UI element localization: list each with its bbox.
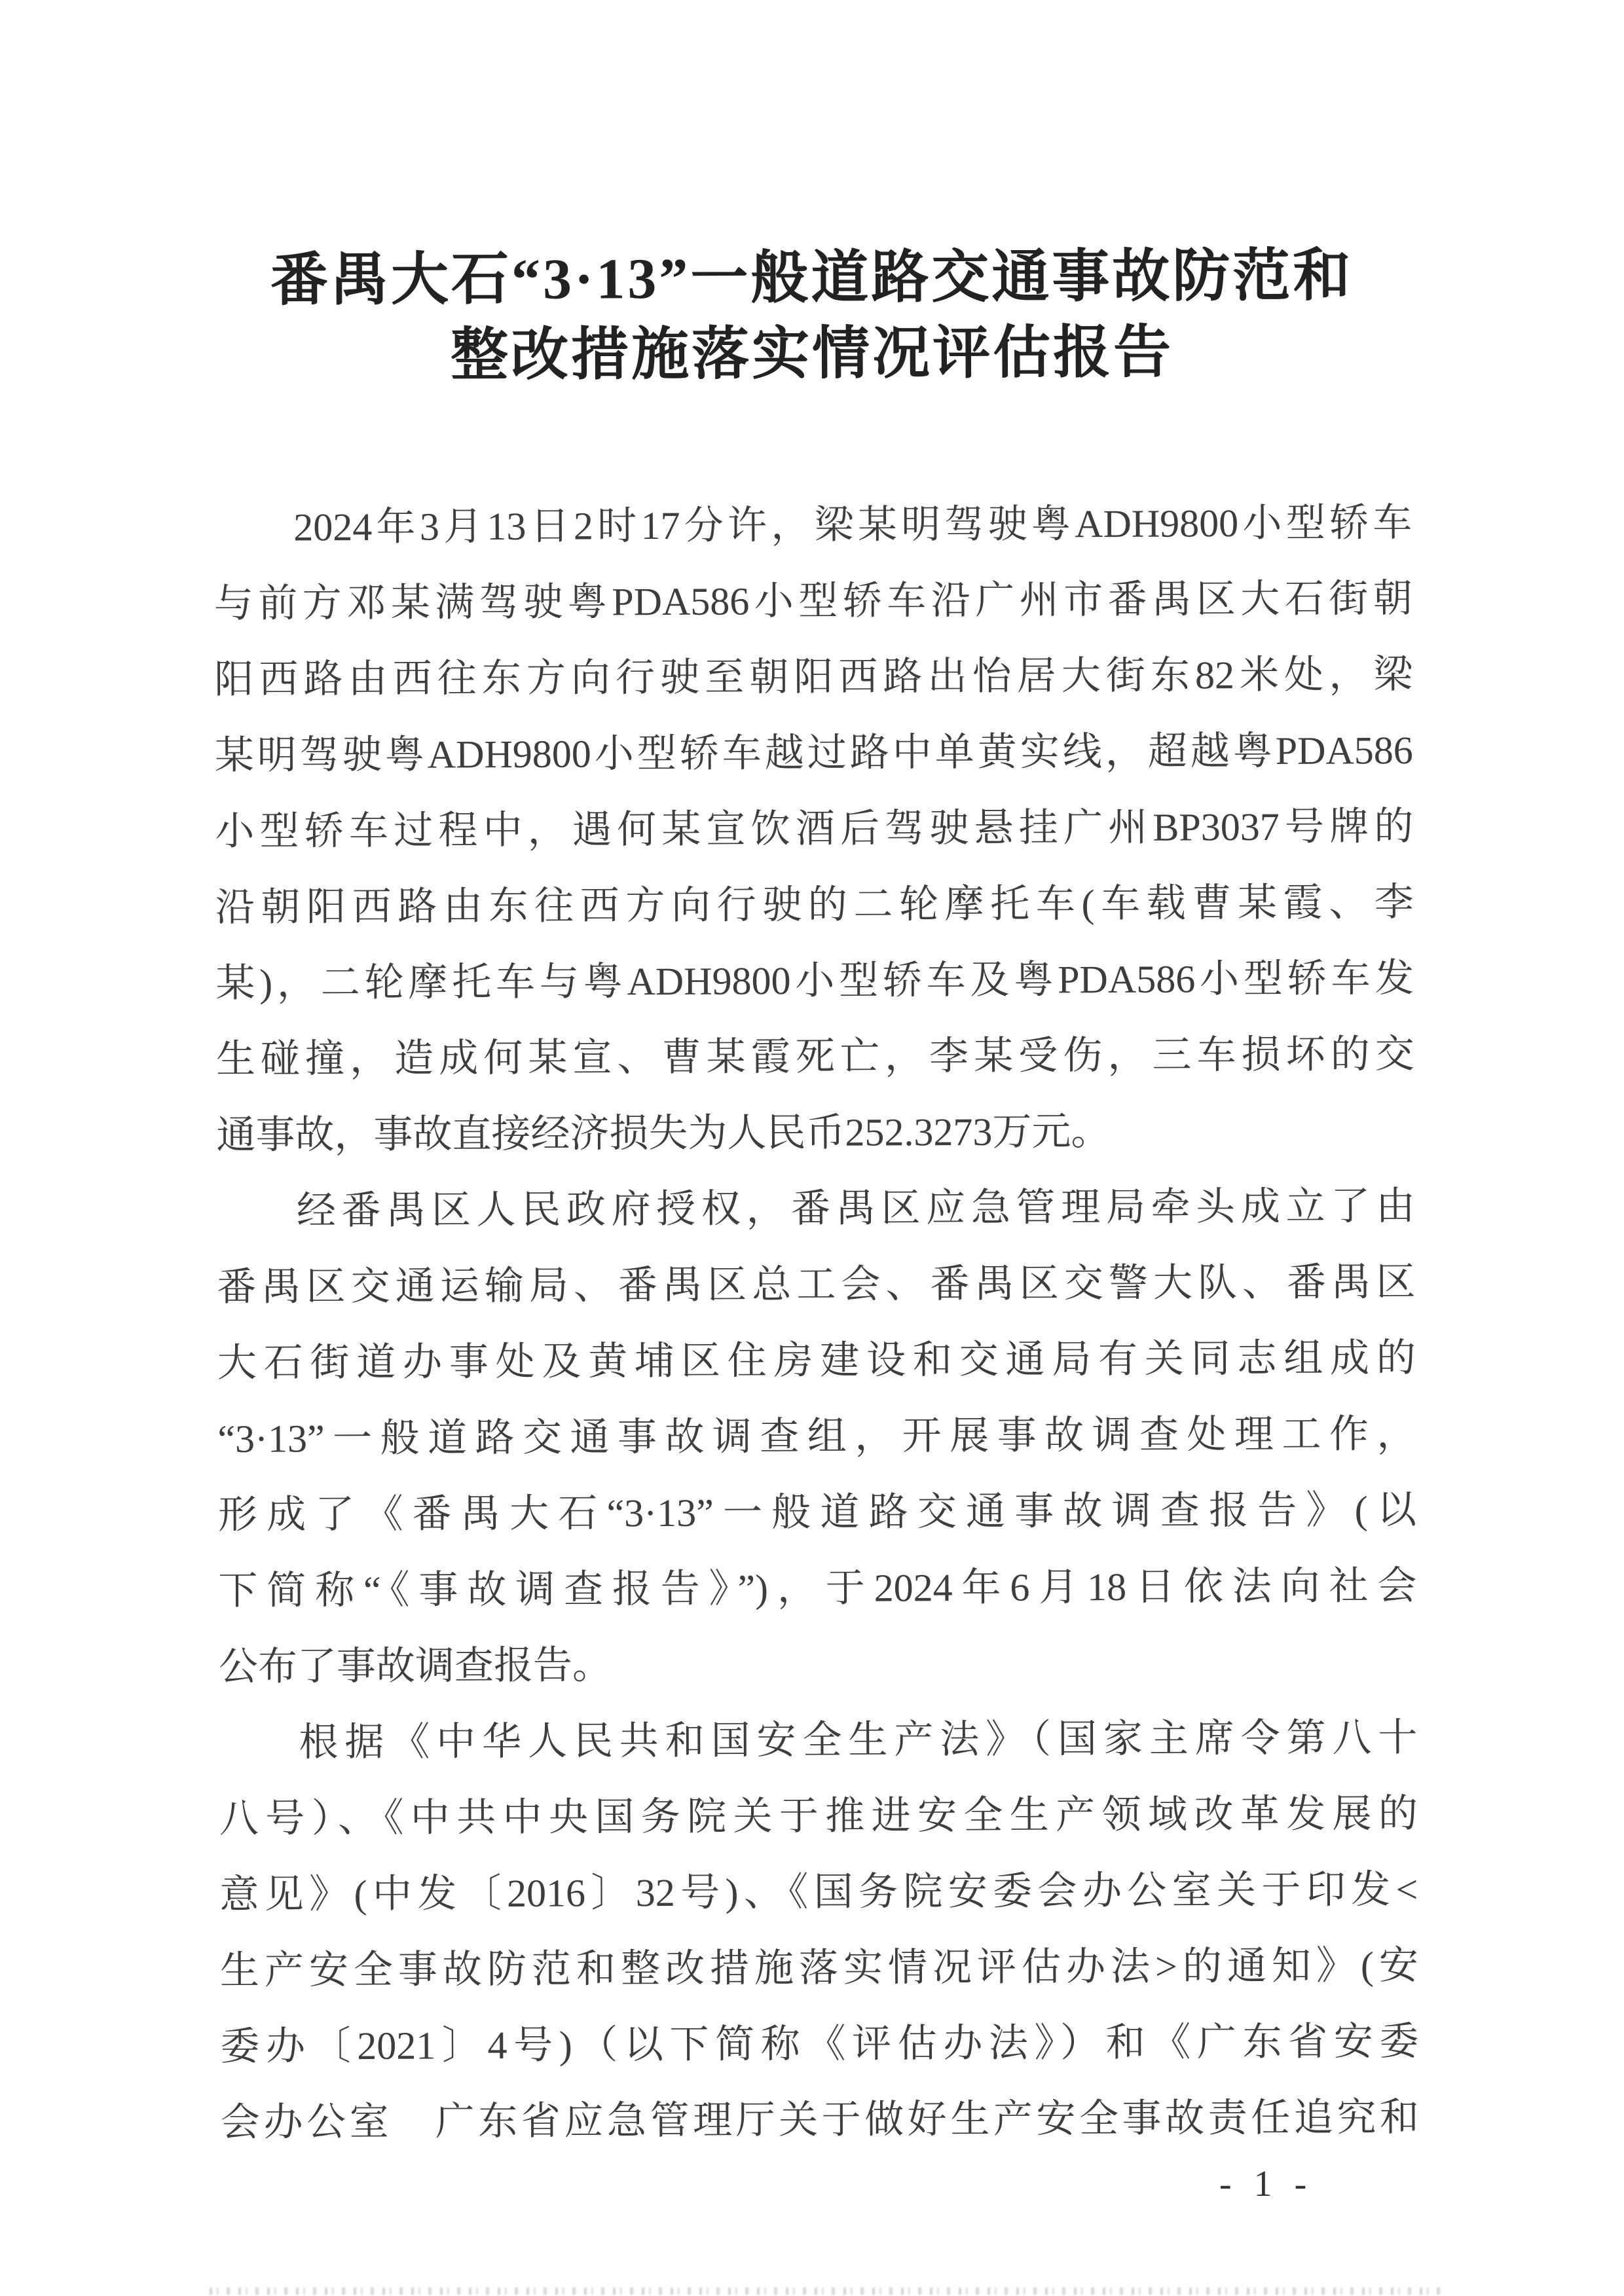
document-title-line-1: 番禺大石“3·13”一般道路交通事故防范和 <box>270 244 1354 313</box>
body-line: 生碰撞，造成何某宣、曹某霞死亡，李某受伤，三车损坏的交 <box>215 1032 1414 1081</box>
page-number: - 1 - <box>1219 2164 1314 2204</box>
body-line: 根据《中华人民共和国安全生产法》（国家主席令第八十 <box>299 1715 1418 1764</box>
body-line: 某)，二轮摩托车与粤ADH9800小型轿车及粤PDA586小型轿车发 <box>215 957 1414 1005</box>
document-title <box>212 238 1411 395</box>
document-body <box>213 484 1419 2160</box>
body-line: 意见》(中发〔2016〕32号)、《国务院安委会办公室关于印发< <box>219 1867 1418 1916</box>
body-line: 公布了事故调查报告。 <box>218 1643 612 1688</box>
body-line: 经番禺区人民政府授权，番禺区应急管理局牵头成立了由 <box>296 1184 1415 1233</box>
body-line: 某明驾驶粤ADH9800小型轿车越过路中单黄实线，超越粤PDA586 <box>214 729 1413 777</box>
document-content <box>212 0 1419 2160</box>
body-line: 通事故，事故直接经济损失为人民币252.3273万元。 <box>216 1110 1111 1157</box>
body-line: 委办〔2021〕4号)（以下简称《评估办法》）和《广东省安委 <box>220 2019 1419 2068</box>
body-line: 与前方邓某满驾驶粤PDA586小型轿车沿广州市番禺区大石街朝 <box>213 577 1412 625</box>
next-page-text-fragment-artifact <box>210 2287 1447 2295</box>
body-line: 番禺区交通运输局、番禺区总工会、番禺区交警大队、番禺区 <box>217 1260 1416 1309</box>
body-line: 小型轿车过程中，遇何某宣饮酒后驾驶悬挂广州BP3037号牌的 <box>215 805 1414 853</box>
body-line: “3·13”一般道路交通事故调查组，开展事故调查处理工作， <box>217 1412 1416 1461</box>
body-line: 八号）、《中共中央国务院关于推进安全生产领域改革发展的 <box>219 1791 1418 1840</box>
body-line: 沿朝阳西路由东往西方向行驶的二轮摩托车(车载曹某霞、李 <box>215 881 1414 929</box>
body-line: 形成了《番禺大石“3·13”一般道路交通事故调查报告》(以 <box>217 1488 1417 1537</box>
body-line: 会办公室 广东省应急管理厅关于做好生产安全事故责任追究和 <box>220 2095 1420 2144</box>
body-line: 下简称“《事故调查报告》”)，于2024年6月18日依法向社会 <box>218 1564 1417 1613</box>
body-line: 大石街道办事处及黄埔区住房建设和交通局有关同志组成的 <box>217 1336 1416 1385</box>
body-line: 2024年3月13日2时17分许，梁某明驾驶粤ADH9800小型轿车 <box>293 501 1412 549</box>
body-line: 阳西路由西往东方向行驶至朝阳西路出怡居大街东82米处，梁 <box>214 653 1413 701</box>
document-title-line-2: 整改措施落实情况评估报告 <box>450 321 1174 388</box>
body-line: 生产安全事故防范和整改措施落实情况评估办法>的通知》(安 <box>219 1943 1419 1992</box>
